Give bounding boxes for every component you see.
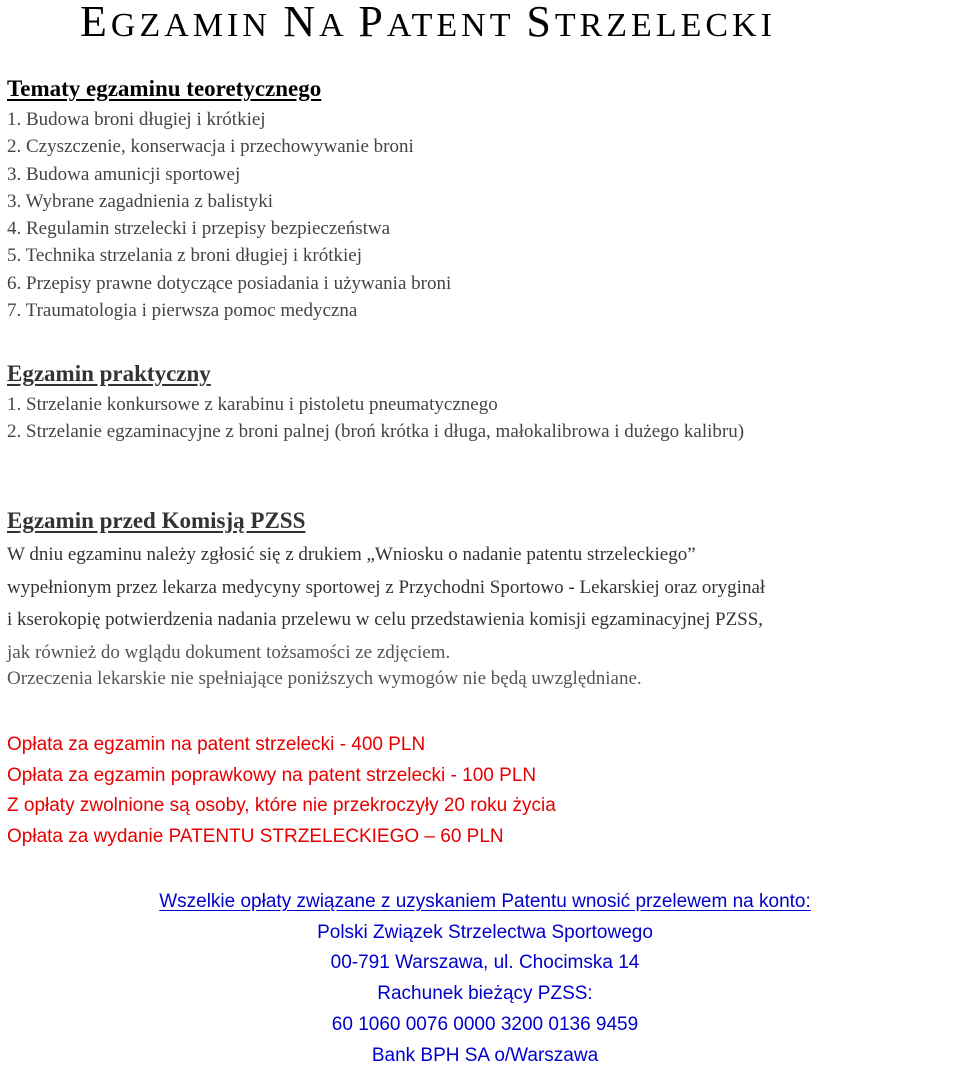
title-cap-4: S xyxy=(526,0,555,46)
list-item: 5. Technika strzelania z broni długiej i krótkiej xyxy=(7,245,362,267)
bank-recipient-name: Polski Związek Strzelectwa Sportowego xyxy=(317,921,653,943)
fee-item: Opłata za wydanie PATENTU STRZELECKIEGO – 60 PLN xyxy=(7,826,504,848)
commission-paragraph xyxy=(7,539,960,669)
theory-topics-list xyxy=(7,106,451,324)
fee-item: Opłata za egzamin na patent strzelecki - 400 PLN xyxy=(7,734,426,755)
title-rest-3: ATENT xyxy=(386,7,514,44)
list-item: 1. Strzelanie konkursowe z karabinu i pistoletu pneumatycznego xyxy=(7,394,498,415)
theory-heading: Tematy egzaminu teoretycznego xyxy=(7,76,322,101)
list-item: 1. Budowa broni długiej i krótkiej xyxy=(7,109,266,130)
commission-heading: Egzamin przed Komisją PZSS xyxy=(7,508,306,533)
page-title xyxy=(80,2,776,46)
fee-item: Z opłaty zwolnione są osoby, które nie przekroczyły 20 roku życia xyxy=(7,795,556,817)
practical-list xyxy=(7,391,744,446)
list-item: 4. Regulamin strzelecki i przepisy bezpieczeństwa xyxy=(7,218,391,240)
list-item: 2. Strzelanie egzaminacyjne z broni palnej (broń krótka i długa, małokalibrowa i dużego kalibru) xyxy=(7,421,745,443)
list-item: 6. Przepisy prawne dotyczące posiadania i używania broni xyxy=(7,272,452,294)
bank-account-number: 60 1060 0076 0000 3200 0136 9459 xyxy=(331,1013,639,1035)
list-item: 2. Czyszczenie, konserwacja i przechowywanie broni xyxy=(7,136,414,158)
bank-name: Bank BPH SA o/Warszawa xyxy=(371,1044,599,1066)
title-cap-3: P xyxy=(358,0,387,46)
paragraph-line: W dniu egzaminu należy zgłosić się z drukiem „Wniosku o nadanie patentu strzeleckiego” xyxy=(7,544,696,565)
paragraph-line: i kserokopię potwierdzenia nadania przelewu w celu przedstawienia komisji egzaminacyjnej PZSS, xyxy=(7,609,764,630)
list-item: 3. Wybrane zagadnienia z balistyki xyxy=(7,190,273,212)
payment-instructions-link[interactable]: Wszelkie opłaty związane z uzyskaniem Patentu wnosić przelewem na konto: xyxy=(159,891,811,912)
fee-item: Opłata za egzamin poprawkowy na patent strzelecki - 100 PLN xyxy=(7,764,537,786)
title-rest-1: GZAMIN xyxy=(110,7,271,44)
bank-recipient-address: 00-791 Warszawa, ul. Chocimska 14 xyxy=(330,952,640,974)
paragraph-line: jak również do wglądu dokument tożsamości ze zdjęciem. xyxy=(7,641,451,663)
bank-account-label: Rachunek bieżący PZSS: xyxy=(377,983,593,1005)
list-item: 7. Traumatologia i pierwsza pomoc medyczna xyxy=(7,300,358,322)
title-cap-2: N xyxy=(283,0,320,46)
title-rest-4: TRZELECKI xyxy=(554,7,776,44)
medical-note: Orzeczenia lekarskie nie spełniające poniższych wymogów nie będą uwzględniane. xyxy=(7,668,642,689)
title-cap-1: E xyxy=(80,0,111,46)
list-item: 3. Budowa amunicji sportowej xyxy=(7,163,241,185)
practical-heading: Egzamin praktyczny xyxy=(7,361,211,386)
fees-list xyxy=(7,730,556,853)
bank-details xyxy=(0,887,960,1071)
title-rest-2: A xyxy=(319,7,346,44)
paragraph-line: wypełnionym przez lekarza medycyny sportowej z Przychodni Sportowo - Lekarskiej oraz oryginał xyxy=(7,576,766,598)
